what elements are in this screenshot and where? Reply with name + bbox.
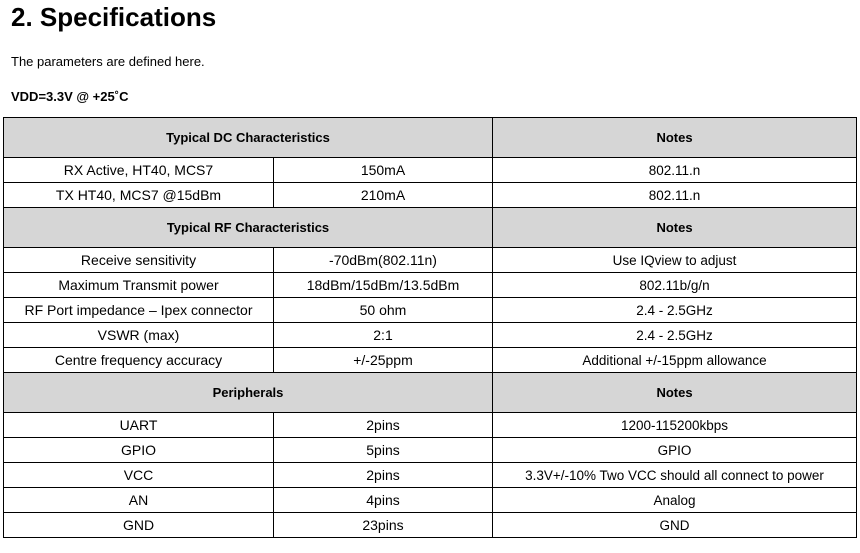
table-row [4, 488, 857, 513]
value-cell: 18dBm/15dBm/13.5dBm [274, 273, 493, 298]
param-cell: VSWR (max) [4, 323, 274, 348]
table-row [4, 413, 857, 438]
param-cell: AN [4, 488, 274, 513]
note-cell: 802.11.n [493, 183, 857, 208]
section-header: Typical RF Characteristics [4, 208, 493, 248]
note-cell: GPIO [493, 438, 857, 463]
value-cell: 150mA [274, 158, 493, 183]
table-row [4, 513, 857, 538]
intro-text: The parameters are defined here. [11, 54, 205, 69]
note-cell: 2.4 - 2.5GHz [493, 298, 857, 323]
note-cell: 802.11.n [493, 158, 857, 183]
param-cell: VCC [4, 463, 274, 488]
param-cell: RF Port impedance – Ipex connector [4, 298, 274, 323]
specifications-table [3, 117, 857, 538]
section-header-row [4, 373, 857, 413]
value-cell: 5pins [274, 438, 493, 463]
param-cell: GND [4, 513, 274, 538]
note-cell: 802.11b/g/n [493, 273, 857, 298]
param-cell: UART [4, 413, 274, 438]
param-cell: RX Active, HT40, MCS7 [4, 158, 274, 183]
value-cell: 2pins [274, 413, 493, 438]
note-cell: Additional +/-15ppm allowance [493, 348, 857, 373]
value-cell: 210mA [274, 183, 493, 208]
table-row [4, 463, 857, 488]
value-cell: 2:1 [274, 323, 493, 348]
table-row [4, 248, 857, 273]
note-cell: Analog [493, 488, 857, 513]
table-row [4, 348, 857, 373]
value-cell: -70dBm(802.11n) [274, 248, 493, 273]
param-cell: GPIO [4, 438, 274, 463]
note-cell: 3.3V+/-10% Two VCC should all connect to power [493, 463, 857, 488]
note-cell: 2.4 - 2.5GHz [493, 323, 857, 348]
param-cell: Maximum Transmit power [4, 273, 274, 298]
value-cell: 50 ohm [274, 298, 493, 323]
table-row [4, 323, 857, 348]
value-cell: +/-25ppm [274, 348, 493, 373]
vdd-condition: VDD=3.3V @ +25˚C [11, 89, 129, 104]
section-header: Peripherals [4, 373, 493, 413]
notes-header: Notes [493, 118, 857, 158]
section-header-row [4, 208, 857, 248]
table-row [4, 298, 857, 323]
value-cell: 4pins [274, 488, 493, 513]
param-cell: TX HT40, MCS7 @15dBm [4, 183, 274, 208]
notes-header: Notes [493, 373, 857, 413]
note-cell: Use IQview to adjust [493, 248, 857, 273]
table-row [4, 273, 857, 298]
table-row [4, 438, 857, 463]
param-cell: Receive sensitivity [4, 248, 274, 273]
value-cell: 2pins [274, 463, 493, 488]
value-cell: 23pins [274, 513, 493, 538]
param-cell: Centre frequency accuracy [4, 348, 274, 373]
notes-header: Notes [493, 208, 857, 248]
note-cell: 1200-115200kbps [493, 413, 857, 438]
table-row [4, 183, 857, 208]
table-row [4, 158, 857, 183]
section-header-row [4, 118, 857, 158]
section-header: Typical DC Characteristics [4, 118, 493, 158]
page-title: 2. Specifications [11, 2, 217, 32]
note-cell: GND [493, 513, 857, 538]
